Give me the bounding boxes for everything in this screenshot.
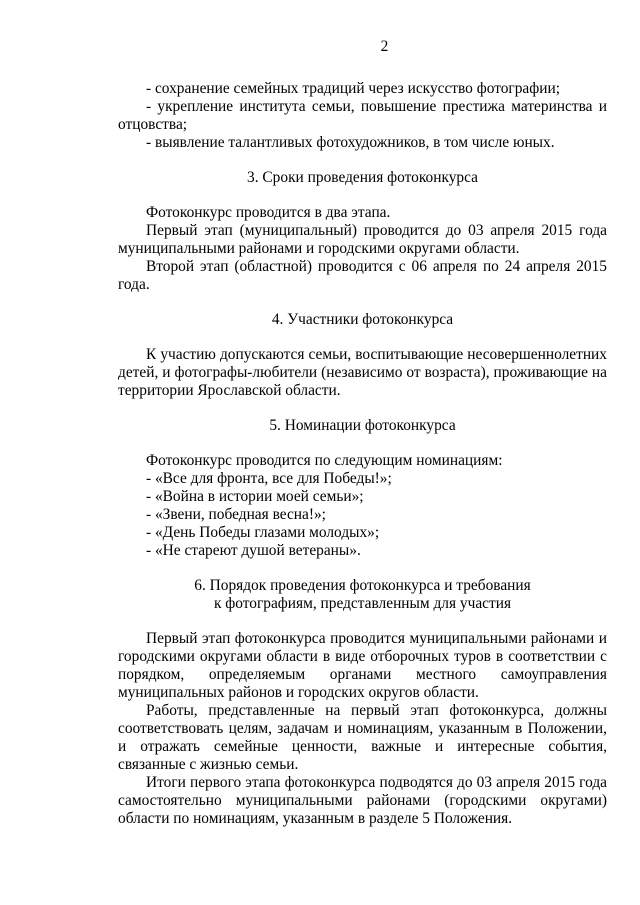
section-6-heading bbox=[118, 577, 607, 613]
section-6-heading-line-2: к фотографиям, представленным для участия bbox=[213, 595, 512, 612]
paragraph: Итоги первого этапа фотоконкурса подводятся до 03 апреля 2015 года самостоятельно муниципальными районами (городскими округами) области по номинациям, указанным в разделе 5 Положения. bbox=[118, 774, 607, 827]
section-4-heading: 4. Участники фотоконкурса bbox=[271, 311, 454, 328]
page-number: 2 bbox=[380, 38, 389, 55]
list-item: - сохранение семейных традиций через искусство фотографии; bbox=[146, 80, 560, 97]
goals-list bbox=[118, 80, 607, 152]
paragraph: Фотоконкурс проводится по следующим номинациям: bbox=[146, 452, 503, 469]
section-5-heading: 5. Номинации фотоконкурса bbox=[269, 417, 456, 434]
paragraph: Фотоконкурс проводится в два этапа. bbox=[146, 204, 391, 221]
list-item: - «Звени, победная весна!»; bbox=[146, 506, 326, 523]
section-5-body bbox=[118, 452, 607, 560]
list-item: - «День Победы глазами молодых»; bbox=[146, 524, 380, 541]
list-item: - «Все для фронта, все для Победы!»; bbox=[146, 470, 392, 487]
list-item: - «Война в истории моей семьи»; bbox=[146, 488, 364, 505]
paragraph: Первый этап (муниципальный) проводится до 03 апреля 2015 года муниципальными районами и городскими округами области. bbox=[118, 222, 607, 257]
list-item: - «Не стареют душой ветераны». bbox=[146, 542, 361, 559]
paragraph: Первый этап фотоконкурса проводится муниципальными районами и городскими округами области в виде отборочных туров в соответствии с порядком, определяемым органами местного самоуправления муниципальных районов и городских округов области. bbox=[118, 630, 607, 701]
paragraph: К участию допускаются семьи, воспитывающие несовершеннолетних детей, и фотографы-любители (независимо от возраста), проживающие на территории Ярославской области. bbox=[118, 346, 607, 399]
section-6-body bbox=[118, 630, 607, 828]
paragraph: Работы, представленные на первый этап фотоконкурса, должны соответствовать целям, задачам и номинациям, указанным в Положении, и отражать семейные ценности, важные и интересные события, связанные с жизнью семьи. bbox=[118, 702, 607, 773]
section-3-body bbox=[118, 204, 607, 294]
section-4-body bbox=[118, 346, 607, 400]
paragraph: Второй этап (областной) проводится с 06 апреля по 24 апреля 2015 года. bbox=[118, 258, 607, 293]
section-6-heading-line-1: 6. Порядок проведения фотоконкурса и требования bbox=[194, 577, 531, 594]
section-3-heading: 3. Сроки проведения фотоконкурса bbox=[247, 169, 478, 186]
list-item: - выявление талантливых фотохудожников, в том числе юных. bbox=[146, 134, 555, 151]
list-item: - укрепление института семьи, повышение престижа материнства и отцовства; bbox=[118, 98, 607, 133]
